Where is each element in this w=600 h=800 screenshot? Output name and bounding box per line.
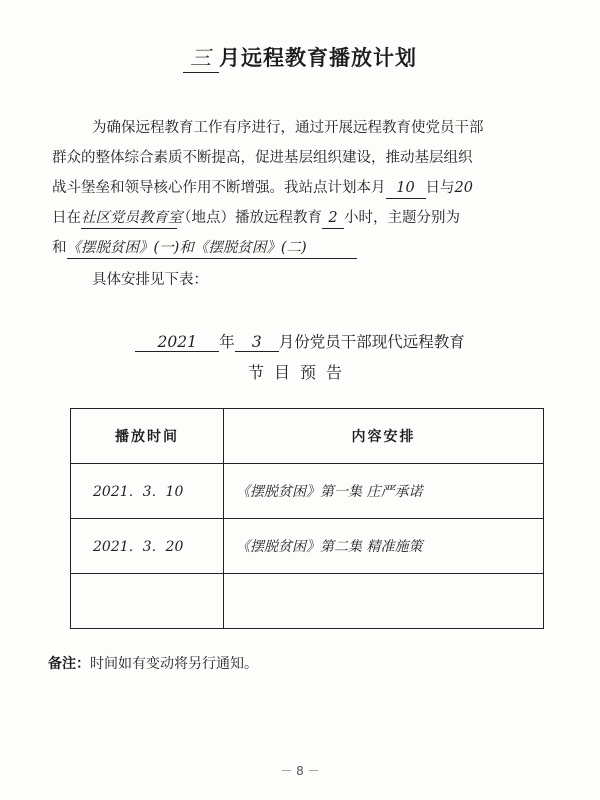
intro-line-6: 具体安排见下表： bbox=[92, 272, 208, 288]
remark bbox=[48, 653, 258, 673]
location-note: （地点）播放远程教育 bbox=[177, 210, 322, 226]
intro-line-3-text: 战斗堡垒和领导核心作用不断增强。我站点计划本月 bbox=[52, 180, 386, 196]
remark-text: 时间如有变动将另行通知。 bbox=[90, 656, 258, 672]
notice-year-value: 2021 bbox=[135, 333, 219, 352]
day1-value: 10 bbox=[386, 178, 426, 199]
intro-line-2: 群众的整体综合素质不断提高，促进基层组织建设，推动基层组织 bbox=[52, 150, 473, 166]
line-4-start: 日在 bbox=[52, 210, 81, 226]
hours-value: 2 bbox=[322, 208, 344, 229]
page-title bbox=[0, 42, 600, 73]
topics-value: 《摆脱贫困》(一)和《摆脱贫困》(二) bbox=[67, 238, 357, 259]
header-content: 内容安排 bbox=[224, 409, 544, 464]
title-month-value: 三 bbox=[183, 42, 219, 73]
notice-title bbox=[0, 330, 600, 352]
table-row bbox=[71, 574, 544, 629]
row-time bbox=[71, 593, 93, 609]
intro-line-3 bbox=[52, 178, 473, 199]
intro-line-5 bbox=[52, 238, 357, 259]
notice-year-label: 年 bbox=[219, 333, 235, 351]
header-time: 播放时间 bbox=[71, 409, 224, 464]
line-4-end: 小时，主题分别为 bbox=[344, 210, 460, 226]
row-content: 《摆脱贫困》第一集 庄严承诺 bbox=[236, 484, 423, 500]
row-time: 2021．3．20 bbox=[93, 539, 184, 555]
page-number: － 8 － bbox=[280, 764, 320, 778]
notice-month-value: 3 bbox=[235, 333, 279, 352]
schedule-table bbox=[70, 408, 544, 629]
table-row bbox=[71, 464, 544, 519]
notice-subtitle: 节目预告 bbox=[247, 363, 352, 382]
intro-line-4 bbox=[52, 208, 460, 229]
notice-title-text: 月份党员干部现代远程教育 bbox=[278, 333, 465, 351]
day2-value: 20 bbox=[454, 180, 473, 196]
table-row bbox=[71, 519, 544, 574]
intro-line-1: 为确保远程教育工作有序进行，通过开展远程教育使党员干部 bbox=[92, 120, 484, 136]
line-5-start: 和 bbox=[52, 240, 67, 256]
remark-label: 备注： bbox=[48, 656, 90, 672]
row-time: 2021．3．10 bbox=[93, 484, 184, 500]
row-content: 《摆脱贫困》第二集 精准施策 bbox=[236, 539, 423, 555]
table-header-row bbox=[71, 409, 544, 464]
between-days-text: 日与 bbox=[425, 180, 455, 196]
location-value: 社区党员教育室 bbox=[81, 208, 177, 229]
row-content bbox=[224, 593, 236, 609]
title-text: 月远程教育播放计划 bbox=[219, 46, 417, 70]
